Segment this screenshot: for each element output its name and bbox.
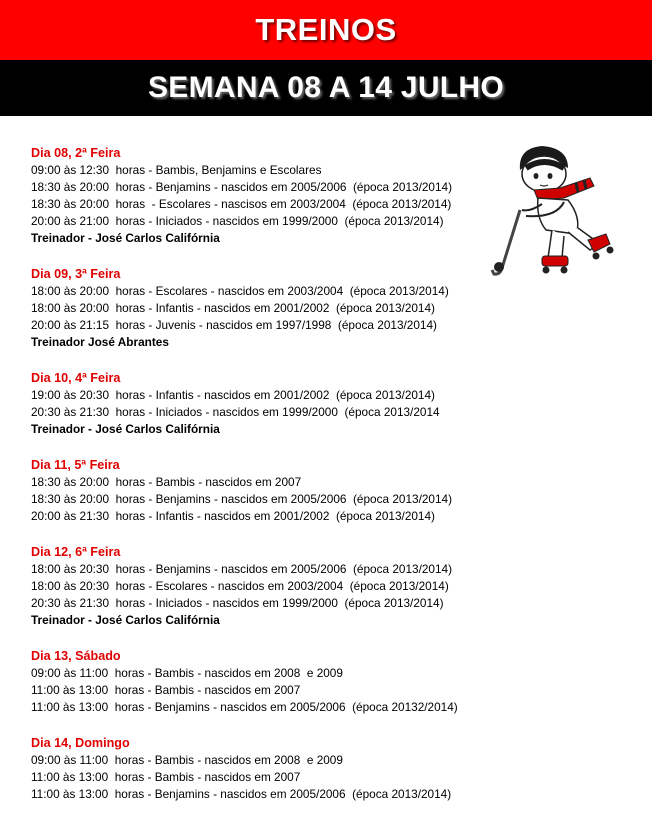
schedule-line: 18:00 às 20:00 horas - Escolares - nascidos em 2003/2004 (época 2013/2014) xyxy=(31,284,449,298)
schedule-line: 09:00 às 11:00 horas - Bambis - nascidos em 2008 e 2009 xyxy=(31,753,343,767)
schedule-line: 11:00 às 13:00 horas - Bambis - nascidos em 2007 xyxy=(31,683,301,697)
coach-name: Treinador - José Carlos Califórnia xyxy=(31,422,220,436)
day-block xyxy=(31,457,631,525)
day-title: Dia 12, 6ª Feira xyxy=(31,545,121,559)
day-title: Dia 08, 2ª Feira xyxy=(31,146,121,160)
schedule-line: 18:30 às 20:00 horas - Benjamins - nascidos em 2005/2006 (época 2013/2014) xyxy=(31,180,453,194)
schedule-line: 20:00 às 21:00 horas - Iniciados - nascidos em 1999/2000 (época 2013/2014) xyxy=(31,214,444,228)
coach-name: Treinador - José Carlos Califórnia xyxy=(31,231,220,245)
schedule-line: 18:00 às 20:00 horas - Infantis - nascidos em 2001/2002 (época 2013/2014) xyxy=(31,301,435,315)
title-banner xyxy=(0,0,652,60)
day-block xyxy=(31,648,631,716)
day-block xyxy=(31,145,631,247)
schedule-line: 18:00 às 20:30 horas - Escolares - nascidos em 2003/2004 (época 2013/2014) xyxy=(31,579,449,593)
schedule-line: 11:00 às 13:00 horas - Benjamins - nascidos em 2005/2006 (época 20132/2014) xyxy=(31,700,458,714)
schedule-line: 09:00 às 12:30 horas - Bambis, Benjamins e Escolares xyxy=(31,163,322,177)
day-title: Dia 09, 3ª Feira xyxy=(31,267,121,281)
day-block xyxy=(31,544,631,629)
schedule-line: 11:00 às 13:00 horas - Bambis - nascidos em 2007 xyxy=(31,770,301,784)
coach-name: Treinador José Abrantes xyxy=(31,335,169,349)
schedule-line: 20:00 às 21:15 horas - Juvenis - nascidos em 1997/1998 (época 2013/2014) xyxy=(31,318,437,332)
schedule-line: 20:30 às 21:30 horas - Iniciados - nascidos em 1999/2000 (época 2013/2014) xyxy=(31,596,444,610)
schedule-line: 18:00 às 20:30 horas - Benjamins - nascidos em 2005/2006 (época 2013/2014) xyxy=(31,562,453,576)
day-block xyxy=(31,266,631,351)
page-title: TREINOS xyxy=(255,12,397,47)
day-block xyxy=(31,370,631,438)
training-schedule xyxy=(31,145,631,822)
day-title: Dia 14, Domingo xyxy=(31,736,130,750)
subtitle-banner xyxy=(0,60,652,116)
schedule-line: 19:00 às 20:30 horas - Infantis - nascidos em 2001/2002 (época 2013/2014) xyxy=(31,388,435,402)
day-title: Dia 10, 4ª Feira xyxy=(31,371,121,385)
page-subtitle: SEMANA 08 A 14 JULHO xyxy=(147,71,505,104)
schedule-line: 11:00 às 13:00 horas - Benjamins - nascidos em 2005/2006 (época 2013/2014) xyxy=(31,787,452,801)
schedule-line: 18:30 às 20:00 horas - Bambis - nascidos em 2007 xyxy=(31,475,302,489)
schedule-line: 18:30 às 20:00 horas - Benjamins - nascidos em 2005/2006 (época 2013/2014) xyxy=(31,492,453,506)
schedule-line: 18:30 às 20:00 horas - Escolares - nascisos em 2003/2004 (época 2013/2014) xyxy=(31,197,452,211)
schedule-line: 20:00 às 21:30 horas - Infantis - nascidos em 2001/2002 (época 2013/2014) xyxy=(31,509,435,523)
day-block xyxy=(31,735,631,803)
day-title: Dia 11, 5ª Feira xyxy=(31,458,120,472)
coach-name: Treinador - José Carlos Califórnia xyxy=(31,613,220,627)
day-title: Dia 13, Sábado xyxy=(31,649,121,663)
schedule-line: 20:30 às 21:30 horas - Iniciados - nascidos em 1999/2000 (época 2013/2014 xyxy=(31,405,440,419)
schedule-line: 09:00 às 11:00 horas - Bambis - nascidos em 2008 e 2009 xyxy=(31,666,343,680)
